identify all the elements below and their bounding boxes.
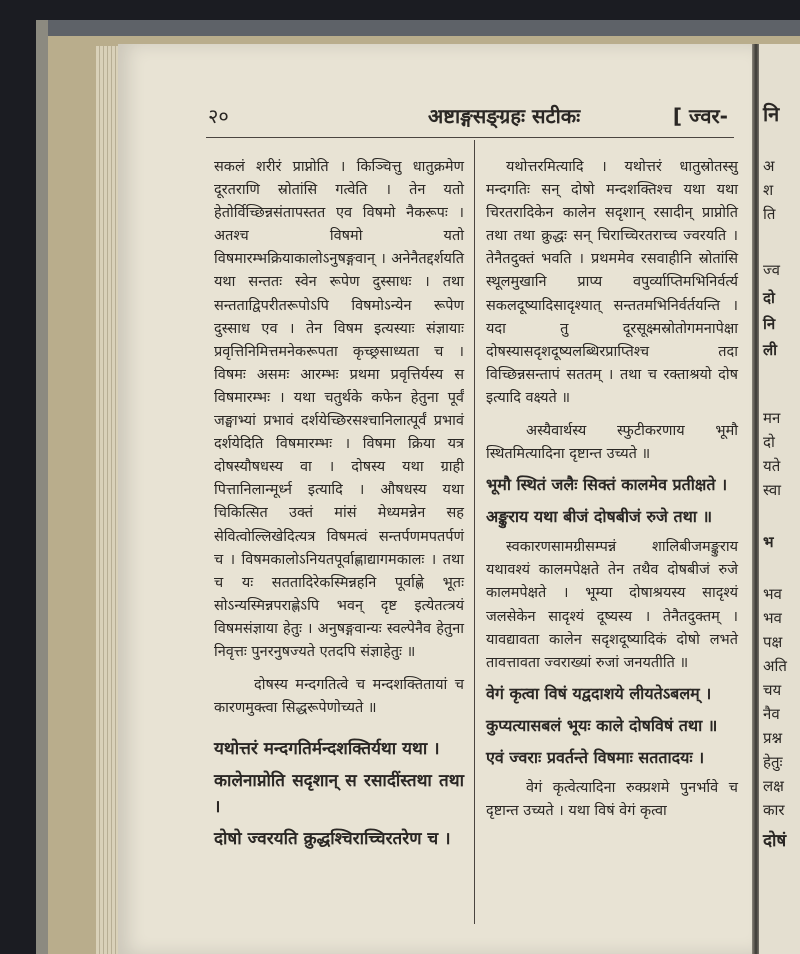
verse-line: कालेनाप्नोति सदृशान् स रसादींस्तथा तथा ।	[214, 771, 464, 818]
running-title: अष्टाङ्गसङ्ग्रहः सटीकः	[428, 104, 581, 128]
right-page-edge	[759, 44, 800, 954]
verse-line: वेगं कृत्वा विषं यद्वदाशये लीयतेऽबलम् ।	[486, 683, 712, 703]
commentary-paragraph: अस्यैवार्थस्य स्फुटीकरणाय भूमौ स्थितमित्यादिना दृष्टान्त उच्यते ॥	[486, 423, 738, 463]
next-page-fragment: हेतुः	[763, 753, 783, 771]
next-page-fragment: ति	[763, 205, 776, 223]
verse-line: यथोत्तरं मन्दगतिर्मन्दशक्तिर्यथा यथा ।	[214, 739, 440, 760]
next-page-fragment: ली	[763, 341, 778, 359]
next-page-fragment: नि	[763, 102, 780, 126]
page-header	[208, 102, 728, 130]
next-page-fragment: दोषं	[763, 831, 787, 851]
next-page-fragment: अति	[763, 657, 787, 675]
header-rule	[206, 137, 734, 138]
verse-line: अङ्कुराय यथा बीजं दोषबीजं रुजे तथा ॥	[486, 507, 713, 527]
next-page-fragment: भ	[763, 533, 774, 551]
next-page-fragment: श	[763, 181, 774, 199]
next-page-fragment: नैव	[763, 705, 780, 723]
next-page-fragment: नि	[763, 315, 776, 333]
verse-line: एवं ज्वराः प्रवर्तन्ते विषमाः सततादयः ।	[486, 747, 705, 767]
column-divider	[474, 140, 475, 924]
next-page-fragment: भव	[763, 609, 782, 627]
commentary-paragraph: यथोत्तरमित्यादि । यथोत्तरं धातुस्रोतस्सु मन्दगतिः सन् दोषो मन्दशक्तिश्च यथा यथा चिरतरादिकेन कालेन सदृशान् रसादीन् प्राप्नोति तथा तथा क्रुद्धः सन् चिराच्चिरतराच्च ज्वरयति । तेनैतदुक्तं भवति । प्रथममेव रसवाहीनि स्रोतांसि स्थूलमुखानि प्राप्य वपुर्व्याप्तिमभिनिर्वर्त्य सकलदूष्यादिसादृश्यात् सन्ततमभिनिर्वर्तयन्ति । यदा तु दूरसूक्ष्मस्रोतोगमनापेक्षा दोषस्यासदृशदूष्यलब्धिरप्राप्तिश्च तदा विच्छिन्नसन्तापं सततम् । तथा च रक्ताश्रयो दोष इत्यादि वक्ष्यते ॥	[486, 159, 738, 406]
next-page-fragment: स्वा	[763, 481, 782, 499]
next-page-fragment: कार	[763, 801, 785, 819]
right-column	[486, 156, 738, 823]
left-page	[118, 44, 755, 954]
next-page-fragment: दो	[763, 289, 775, 307]
next-page-fragment: ज्व	[763, 261, 780, 279]
next-page-fragment: भव	[763, 585, 782, 603]
page-number: २०	[208, 104, 229, 128]
next-page-fragment: लक्ष	[763, 777, 784, 795]
commentary-paragraph: स्वकारणसामग्रीसम्पन्नं शालिबीजमङ्कुराय यथावश्यं कालमपेक्षते तेन तथैव दोषबीजं रुजे कालमपेक्षते । भूम्या दोषाश्रयस्य सादृश्यं जलसेकेन सादृश्यं दूष्यस्य । तेनैतदुक्तम् । यावद्यावता कालेन सदृशदूष्यादिकं दोषो लभते तावत्तावता ज्वराख्यां रुजां जनयतीति ॥	[486, 539, 738, 671]
next-page-fragment: मन	[763, 409, 781, 427]
next-page-fragment: दो	[763, 433, 775, 451]
section-tag: [ ज्वर-	[672, 104, 728, 128]
commentary-paragraph: दोषस्य मन्दगतित्वे च मन्दशक्तितायां च कारणमुक्त्वा सिद्धरूपेणोच्यते ॥	[214, 677, 464, 717]
next-page-fragment: यते	[763, 457, 781, 475]
left-column	[214, 156, 464, 858]
commentary-paragraph: वेगं कृत्वेत्यादिना रुक्प्रशमे पुनर्भावे च दृष्टान्त उच्यते । यथा विषं वेगं कृत्वा	[486, 779, 738, 819]
next-page-fragment: चय	[763, 681, 782, 699]
verse-line: कुप्यत्यासबलं भूयः काले दोषविषं तथा ॥	[486, 715, 718, 735]
next-page-fragment: अ	[763, 157, 775, 175]
next-page-fragment: प्रश्न	[763, 729, 783, 747]
verse-line: भूमौ स्थितं जलैः सिक्तं कालमेव प्रतीक्षते ।	[486, 475, 728, 495]
verse-line: दोषो ज्वरयति क्रुद्धश्चिराच्चिरतरेण च ।	[214, 829, 451, 850]
cover-edge	[36, 20, 48, 954]
next-page-fragment: पक्ष	[763, 633, 783, 651]
commentary-paragraph: सकलं शरीरं प्राप्नोति । किञ्चित्तु धातुक्रमेण दूरतराणि स्रोतांसि गत्वेति । तेन यतो हेतोर्विच्छिन्नसंतापस्तत एव विषमो नैकरूपः । अतश्च विषमो यतो विषमारम्भक्रियाकालोऽनुषङ्गवान् । अनेनैतद्दर्शयति यथा सन्ततः स्वेन रूपेण दुस्साधः । तथा सन्तताद्विपरीतरूपोऽपि विषमोऽन्येन रूपेण दुस्साध एव । तेन विषम इत्यस्याः संज्ञायाः प्रवृत्तिनिमित्तमनेकरूपता कृच्छ्रसाध्यता च । विषमः असमः आरम्भः प्रथमा प्रवृत्तिर्यस्य स विषमारम्भः । यथा चतुर्थके कफेन हेतुना पूर्वं जङ्घाभ्यां प्रभावं दर्शयेच्छिरसश्चानिलात्पूर्वं प्रभावं दर्शयेदिति विषमारम्भः । विषमा क्रिया यत्र दोषस्यौषधस्य वा । दोषस्य यथा ग्राही पित्तानिलान्मूर्ध्न इत्यादि । औषधस्य यथा चिकित्सित उक्तं मांसं मेध्यमन्नेन सह सेवित्वोल्लिखेदित्यत्र विषमत्वं सन्तर्पणमपतर्पणं च । विषमकालोऽनियतपूर्वाह्णाद्यागमकालः । तथा च यः सततादिरेकस्मिन्नहनि पूर्वाह्णे भूतः सोऽन्यस्मिन्नपराह्णेऽपि भवन् दृष्ट इत्येतत्त्रयं विषमसंज्ञाया हेतुः । अनुषङ्गवान्यः स्वल्पेनैव हेतुना निवृत्तः पुनरनुषज्यते एतदपि संज्ञाहेतुः ॥	[214, 159, 464, 660]
